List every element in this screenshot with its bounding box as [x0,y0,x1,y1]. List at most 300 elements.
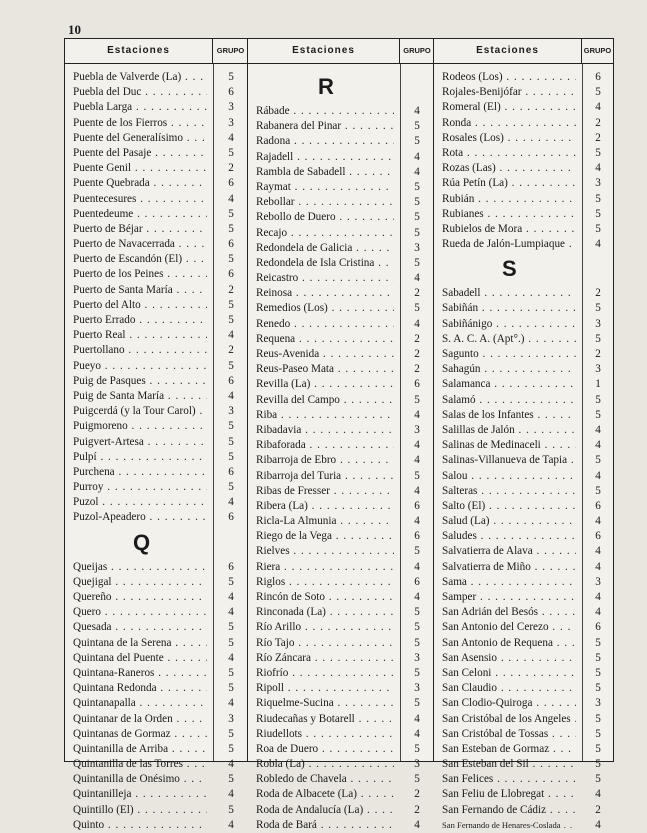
group-value: 2 [414,287,420,300]
page-number: 10 [68,22,81,37]
group-value: 5 [414,545,420,558]
table-row [248,408,433,423]
table-row [65,313,247,328]
group-value: 4 [595,560,601,573]
station-name: San Antonio del Cerezo . . . [442,620,576,635]
station-name: Quintanas de Gormaz . . . [73,727,207,742]
group-value: 5 [228,253,234,266]
table-row [434,514,613,529]
group-value: 2 [414,363,420,376]
table-row [248,256,433,271]
group-value: 5 [228,682,234,695]
group-value: 3 [228,405,234,418]
station-name: Ribarroja de Ebro . . . [256,453,394,468]
column-3 [434,39,613,831]
table-row [65,651,247,666]
group-value: 4 [228,788,234,801]
table-row [434,85,613,100]
group-value: 5 [228,621,234,634]
table-row [248,484,433,499]
table-row [65,742,247,757]
group-value: 5 [414,256,420,269]
table-row [248,104,433,119]
station-name: Reinosa . . . [256,286,394,301]
group-value: 4 [595,818,601,831]
station-name: San Claudio . . . [442,681,576,696]
group-value: 3 [228,712,234,725]
table-row [65,495,247,510]
group-value: 5 [595,408,601,421]
station-name: Quintana de la Serena . . . [73,636,207,651]
table-row [434,818,613,833]
station-name: Puerto de Navacerrada . . . [73,237,207,252]
table-row [65,818,247,833]
table-row [248,620,433,635]
group-value: 6 [228,560,234,573]
table-row [65,787,247,802]
stations-table [64,38,614,831]
group-value: 3 [414,651,420,664]
station-name: Puerto de Escandón (El) . . . [73,252,207,267]
station-name: Salas de los Infantes . . . [442,408,576,423]
table-row [434,377,613,392]
table-row [65,131,247,146]
station-name: Roa de Duero . . . [256,742,394,757]
station-name: Rielves . . . [256,544,394,559]
table-row [248,210,433,225]
station-name: Requena . . . [256,332,394,347]
station-name: Reus-Avenida . . . [256,347,394,362]
table-row [248,362,433,377]
station-name: Puente Genil . . . [73,161,207,176]
station-name: Sabiñánigo . . . [442,317,576,332]
group-value: 5 [228,420,234,433]
station-name: Ricla-La Almunia . . . [256,514,394,529]
table-row [248,636,433,651]
table-row [434,176,613,191]
section-letter [248,70,433,104]
table-row [434,727,613,742]
group-value: 4 [414,454,420,467]
table-row [434,408,613,423]
station-name: Quintanilla de Onésimo . . . [73,772,207,787]
table-row [434,529,613,544]
group-value: 5 [414,196,420,209]
table-row [248,347,433,362]
station-name: Roda de Albacete (La) . . . [256,787,394,802]
station-name: San Celoni . . . [442,666,576,681]
table-row [65,176,247,191]
group-value: 5 [414,135,420,148]
table-row [434,438,613,453]
station-name: Quintana del Puente . . . [73,651,207,666]
section-letter [434,252,613,286]
station-name: Robla (La) . . . [256,757,394,772]
table-row [434,116,613,131]
table-row [65,207,247,222]
table-row [434,70,613,85]
station-name: Riofrío . . . [256,666,394,681]
table-row [248,666,433,681]
table-row [65,727,247,742]
group-value: 4 [595,238,601,251]
station-name: Puertollano . . . [73,343,207,358]
table-row [434,469,613,484]
table-row [248,544,433,559]
table-row [248,818,433,833]
table-row [434,161,613,176]
group-value: 5 [414,742,420,755]
group-value: 5 [228,481,234,494]
group-value: 5 [228,359,234,372]
table-row [65,283,247,298]
station-name: Quereño . . . [73,590,207,605]
station-name: Puentedeume . . . [73,207,207,222]
table-row [248,119,433,134]
table-row [65,146,247,161]
station-name: Puerto Real . . . [73,328,207,343]
column-2 [248,39,434,831]
table-row [248,529,433,544]
table-row [434,651,613,666]
group-value: 5 [414,666,420,679]
table-row [65,560,247,575]
station-name: Puente Quebrada . . . [73,176,207,191]
station-name: Rebollar . . . [256,195,394,210]
table-row [434,560,613,575]
group-value: 5 [414,120,420,133]
station-name: Puzol . . . [73,495,207,510]
table-row [248,377,433,392]
table-row [248,438,433,453]
group-value: 6 [228,465,234,478]
table-row [65,237,247,252]
group-value: 3 [595,575,601,588]
table-row [248,499,433,514]
group-value: 4 [595,423,601,436]
group-value: 5 [595,666,601,679]
group-value: 5 [228,207,234,220]
station-name: Sahagún . . . [442,362,576,377]
table-row [65,590,247,605]
station-name: Rincón de Soto . . . [256,590,394,605]
table-row [248,195,433,210]
group-value: 5 [228,314,234,326]
group-value: 4 [228,192,234,205]
station-name: Rojales-Benijófar . . . [442,85,576,100]
station-name: Pulpí . . . [73,450,207,465]
station-name: Ronda . . . [442,116,576,131]
group-value: 5 [595,86,601,99]
group-value: 6 [414,378,420,391]
station-name: Puerto de Béjar . . . [73,222,207,237]
station-name: Rajadell . . . [256,150,394,165]
table-row [65,100,247,115]
table-row [65,343,247,358]
table-row [248,134,433,149]
group-value: 5 [595,146,601,159]
station-name: Queijas . . . [73,560,207,575]
group-value: 3 [414,241,420,254]
station-name: Rinconada (La) . . . [256,605,394,620]
station-name: Quintanar de la Orden . . . [73,712,207,727]
column-header [248,39,433,64]
group-value: 2 [228,162,234,175]
table-row [248,453,433,468]
station-name: Puig de Santa María . . . [73,389,207,404]
station-name: Ripoll . . . [256,681,394,696]
station-name: Puerto de los Peines . . . [73,267,207,282]
table-row [434,100,613,115]
station-name: Quinto . . . [73,818,207,833]
table-row [65,450,247,465]
group-value: 4 [414,560,420,573]
station-name: Río Tajo . . . [256,636,394,651]
table-row [434,757,613,772]
group-value: 5 [595,742,601,755]
table-row [65,465,247,480]
table-row [248,301,433,316]
group-value: 4 [414,150,420,163]
table-row [65,757,247,772]
table-row [434,590,613,605]
table-row [248,271,433,286]
column-1 [65,39,248,831]
station-name: Riba . . . [256,408,394,423]
group-value: 2 [228,344,234,357]
group-header: GRUPO [403,46,431,55]
table-row [248,757,433,772]
group-value: 6 [228,86,234,99]
table-row [65,636,247,651]
group-value: 5 [595,192,601,205]
table-row [248,712,433,727]
group-value: 4 [595,606,601,619]
group-value: 4 [228,591,234,603]
station-name: Puebla Larga . . . [73,100,207,115]
station-name: San Cristóbal de los Angeles . . . [442,712,576,727]
table-row [248,772,433,787]
group-value: 4 [414,439,420,452]
table-row [248,696,433,711]
table-row [65,222,247,237]
station-name: San Adrián del Besós . . . [442,605,576,620]
group-value: 5 [595,222,601,235]
group-value: 2 [228,283,234,296]
group-value: 5 [595,773,601,786]
station-name: Salteras . . . [442,484,576,499]
group-value: 4 [228,329,234,342]
table-row [65,161,247,176]
group-value: 3 [228,101,234,114]
station-name: Purroy . . . [73,480,207,495]
section-letter-text: S [502,256,517,282]
table-row [248,590,433,605]
group-header: GRUPO [216,46,245,55]
table-row [65,267,247,282]
group-value: 2 [595,116,601,129]
group-value: 3 [228,116,234,129]
table-row [248,651,433,666]
station-name: Sama . . . [442,575,576,590]
station-name: Salou . . . [442,469,576,484]
table-row [434,423,613,438]
group-value: 4 [414,317,420,330]
table-row [248,727,433,742]
table-row [65,116,247,131]
station-name: Puerto del Alto . . . [73,298,207,313]
group-value: 2 [595,131,601,144]
station-name: Revilla del Campo . . . [256,393,394,408]
stations-header: Estaciones [65,39,213,63]
station-name: Quintana Redonda . . . [73,681,207,696]
group-value: 3 [595,177,601,190]
station-name: Puig de Pasques . . . [73,374,207,389]
table-row [434,237,613,252]
table-row [248,393,433,408]
group-value: 6 [414,530,420,543]
station-name: Purchena . . . [73,465,207,480]
group-value: 6 [595,499,601,512]
table-row [65,435,247,450]
group-value: 1 [595,378,601,391]
table-row [65,298,247,313]
group-value: 5 [228,298,234,311]
station-name: Radona . . . [256,134,394,149]
table-row [65,192,247,207]
group-value: 3 [414,423,420,436]
group-value: 5 [228,636,234,649]
group-value: 5 [595,727,601,740]
table-row [248,803,433,818]
table-row [65,359,247,374]
table-row [434,696,613,711]
table-row [434,681,613,696]
table-row [434,666,613,681]
group-value: 6 [228,177,234,190]
group-value: 4 [595,788,601,801]
station-name: Sabiñán . . . [442,301,576,316]
group-value: 5 [595,393,601,406]
station-name: Salvatierra de Miño . . . [442,560,576,575]
group-value: 6 [414,499,420,512]
table-row [434,317,613,332]
table-row [65,510,247,525]
station-name: Salamanca . . . [442,377,576,392]
table-row [248,787,433,802]
group-value: 2 [595,287,601,300]
table-row [248,469,433,484]
station-name: San Asensio . . . [442,651,576,666]
station-name: Salto (El) . . . [442,499,576,514]
table-row [248,317,433,332]
table-row [65,575,247,590]
station-name: Puigvert-Artesa . . . [73,435,207,450]
group-value: 6 [228,268,234,281]
table-row [248,575,433,590]
station-name: Puebla del Duc . . . [73,85,207,100]
station-name: Rozas (Las) . . . [442,161,576,176]
section-letter [65,526,247,560]
station-name: Riudellots . . . [256,727,394,742]
table-row [434,332,613,347]
station-name: Rábade . . . [256,104,394,119]
table-row [65,328,247,343]
table-row [248,514,433,529]
group-value: 5 [228,450,234,463]
group-value: 5 [228,803,234,816]
group-value: 4 [595,515,601,528]
group-value: 5 [595,332,601,345]
group-value: 5 [414,697,420,710]
group-value: 5 [595,454,601,467]
table-row [434,484,613,499]
station-name: Rambla de Sabadell . . . [256,165,394,180]
group-value: 2 [414,348,420,360]
group-value: 4 [228,697,234,710]
group-value: 5 [414,621,420,634]
station-name: Redondela de Isla Cristina . . . [256,256,394,271]
table-row [65,85,247,100]
station-name: Raymat . . . [256,180,394,195]
station-name: Renedo . . . [256,317,394,332]
station-name: Riego de la Vega . . . [256,529,394,544]
group-value: 4 [595,469,601,482]
group-value: 4 [595,545,601,558]
group-value: 5 [228,742,234,755]
station-name: S. A. C. A. (Apt°.) . . . [442,332,576,347]
table-row [248,560,433,575]
section-letter-text: Q [133,529,151,555]
group-value: 3 [595,317,601,330]
group-value: 5 [595,207,601,220]
table-row [65,772,247,787]
group-value: 5 [228,222,234,235]
table-row [434,712,613,727]
group-value: 5 [228,666,234,679]
group-value: 2 [595,803,601,816]
station-name: Quintanilla de Arriba . . . [73,742,207,757]
table-row [248,681,433,696]
table-row [434,544,613,559]
station-name: Saludes . . . [442,529,576,544]
group-value: 3 [414,682,420,695]
station-name: Rodeos (Los) . . . [442,70,576,85]
group-value: 4 [414,105,420,117]
group-value: 4 [414,712,420,725]
group-value: 5 [414,226,420,239]
group-value: 4 [228,496,234,509]
station-name: San Esteban de Gormaz . . . [442,742,576,757]
group-value: 4 [414,165,420,178]
group-value: 5 [595,758,601,771]
group-value: 5 [595,484,601,497]
group-value: 2 [414,788,420,801]
station-name: Salamó . . . [442,393,576,408]
station-name: Roda de Andalucía (La) . . . [256,803,394,818]
station-name: Salillas de Jalón . . . [442,423,576,438]
station-name: Pueyo . . . [73,359,207,374]
table-row [65,252,247,267]
group-value: 5 [414,211,420,224]
station-name: Sagunto . . . [442,347,576,362]
group-value: 5 [228,727,234,740]
station-name: Ribas de Fresser . . . [256,484,394,499]
table-row [65,419,247,434]
station-name: San Antonio de Requena . . . [442,636,576,651]
table-row [65,666,247,681]
table-row [248,423,433,438]
